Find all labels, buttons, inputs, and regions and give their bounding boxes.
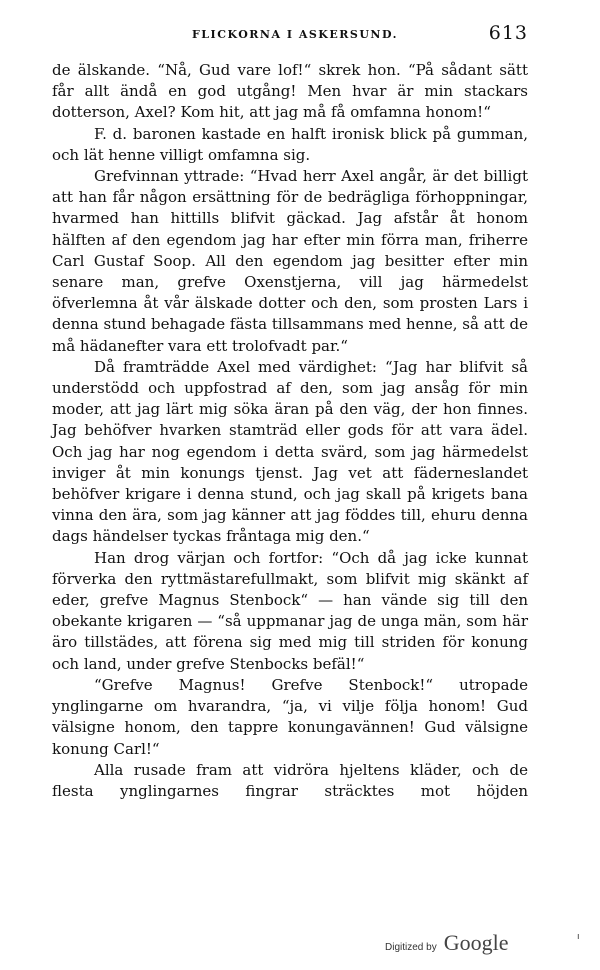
paragraph-7: Alla rusade fram att vidröra hjeltens kläder, och de flesta ynglingarnes fingrar sträcktes mot höjden xyxy=(52,760,528,800)
digitized-by-label: Digitized by xyxy=(385,942,437,953)
body-text xyxy=(52,60,528,802)
digitized-by-google-watermark xyxy=(385,930,509,956)
paragraph-3: Grefvinnan yttrade: “Hvad herr Axel angår, är det billigt att han får någon ersättning för de bedrägliga förhoppningar, hvarmed han hittills blifvit gäckad. Jag afstår åt honom hälften af den egendom jag har efter min förra man, friherre Carl Gustaf Soop. All den egendom jag besitter efter min senare man, grefve Oxenstjerna, vill jag härmedelst öfverlemna åt vår älskade dotter och den, som prosten Lars i denna stund behagade fästa tillsammans med henne, så att de må hädanefter vara ett trolofvadt par.“ xyxy=(52,167,528,355)
paragraph-1: de älskande. “Nå, Gud vare lof!“ skrek hon. “På sådant sätt får allt ändå en god utgång! Men hvar är min stackars dotterson, Axel? Kom hit, att jag må få omfamna honom!“ xyxy=(52,61,528,122)
page-header xyxy=(52,22,528,50)
running-title: FLICKORNA I ASKERSUND. xyxy=(192,28,398,41)
page-edge-mark: ı xyxy=(577,932,580,942)
paragraph-4: Då framträdde Axel med värdighet: “Jag har blifvit så understödd och uppfostrad af den, som jag ansåg för min moder, att jag lärt mig söka äran på den väg, der hon finnes. Jag behöfver hvarken stamträd eller gods för att vara ädel. Och jag har nog egendom i detta svärd, som jag härmedelst inviger åt min konungs tjenst. Jag vet att fäderneslandet behöfver krigare i denna stund, och jag skall på krigets bana vinna den ära, som jag känner att jag föddes till, ehuru denna dags händelser tyckas fråntaga mig den.“ xyxy=(52,357,528,546)
paragraph-5: Han drog värjan och fortfor: “Och då jag icke kunnat förverka den ryttmästarefullmakt, som blifvit mig skänkt af eder, grefve Magnus Stenbock“ — han vände sig till den obekante krigaren — “så uppmanar jag de unga män, som här äro tillstädes, att förena sig med mig till striden för konung och land, under grefve Stenbocks befäl!“ xyxy=(52,548,528,673)
page-number: 613 xyxy=(488,22,528,44)
paragraph-6: “Grefve Magnus! Grefve Stenbock!“ utropade ynglingarne om hvarandra, “ja, vi vilje följa honom! Gud välsigne honom, den tappre konungavännen! Gud välsigne konung Carl!“ xyxy=(52,675,528,758)
google-logo: Google xyxy=(443,930,509,955)
paragraph-2: F. d. baronen kastade en halft ironisk blick på gumman, och lät henne villigt omfamna sig. xyxy=(52,124,528,164)
